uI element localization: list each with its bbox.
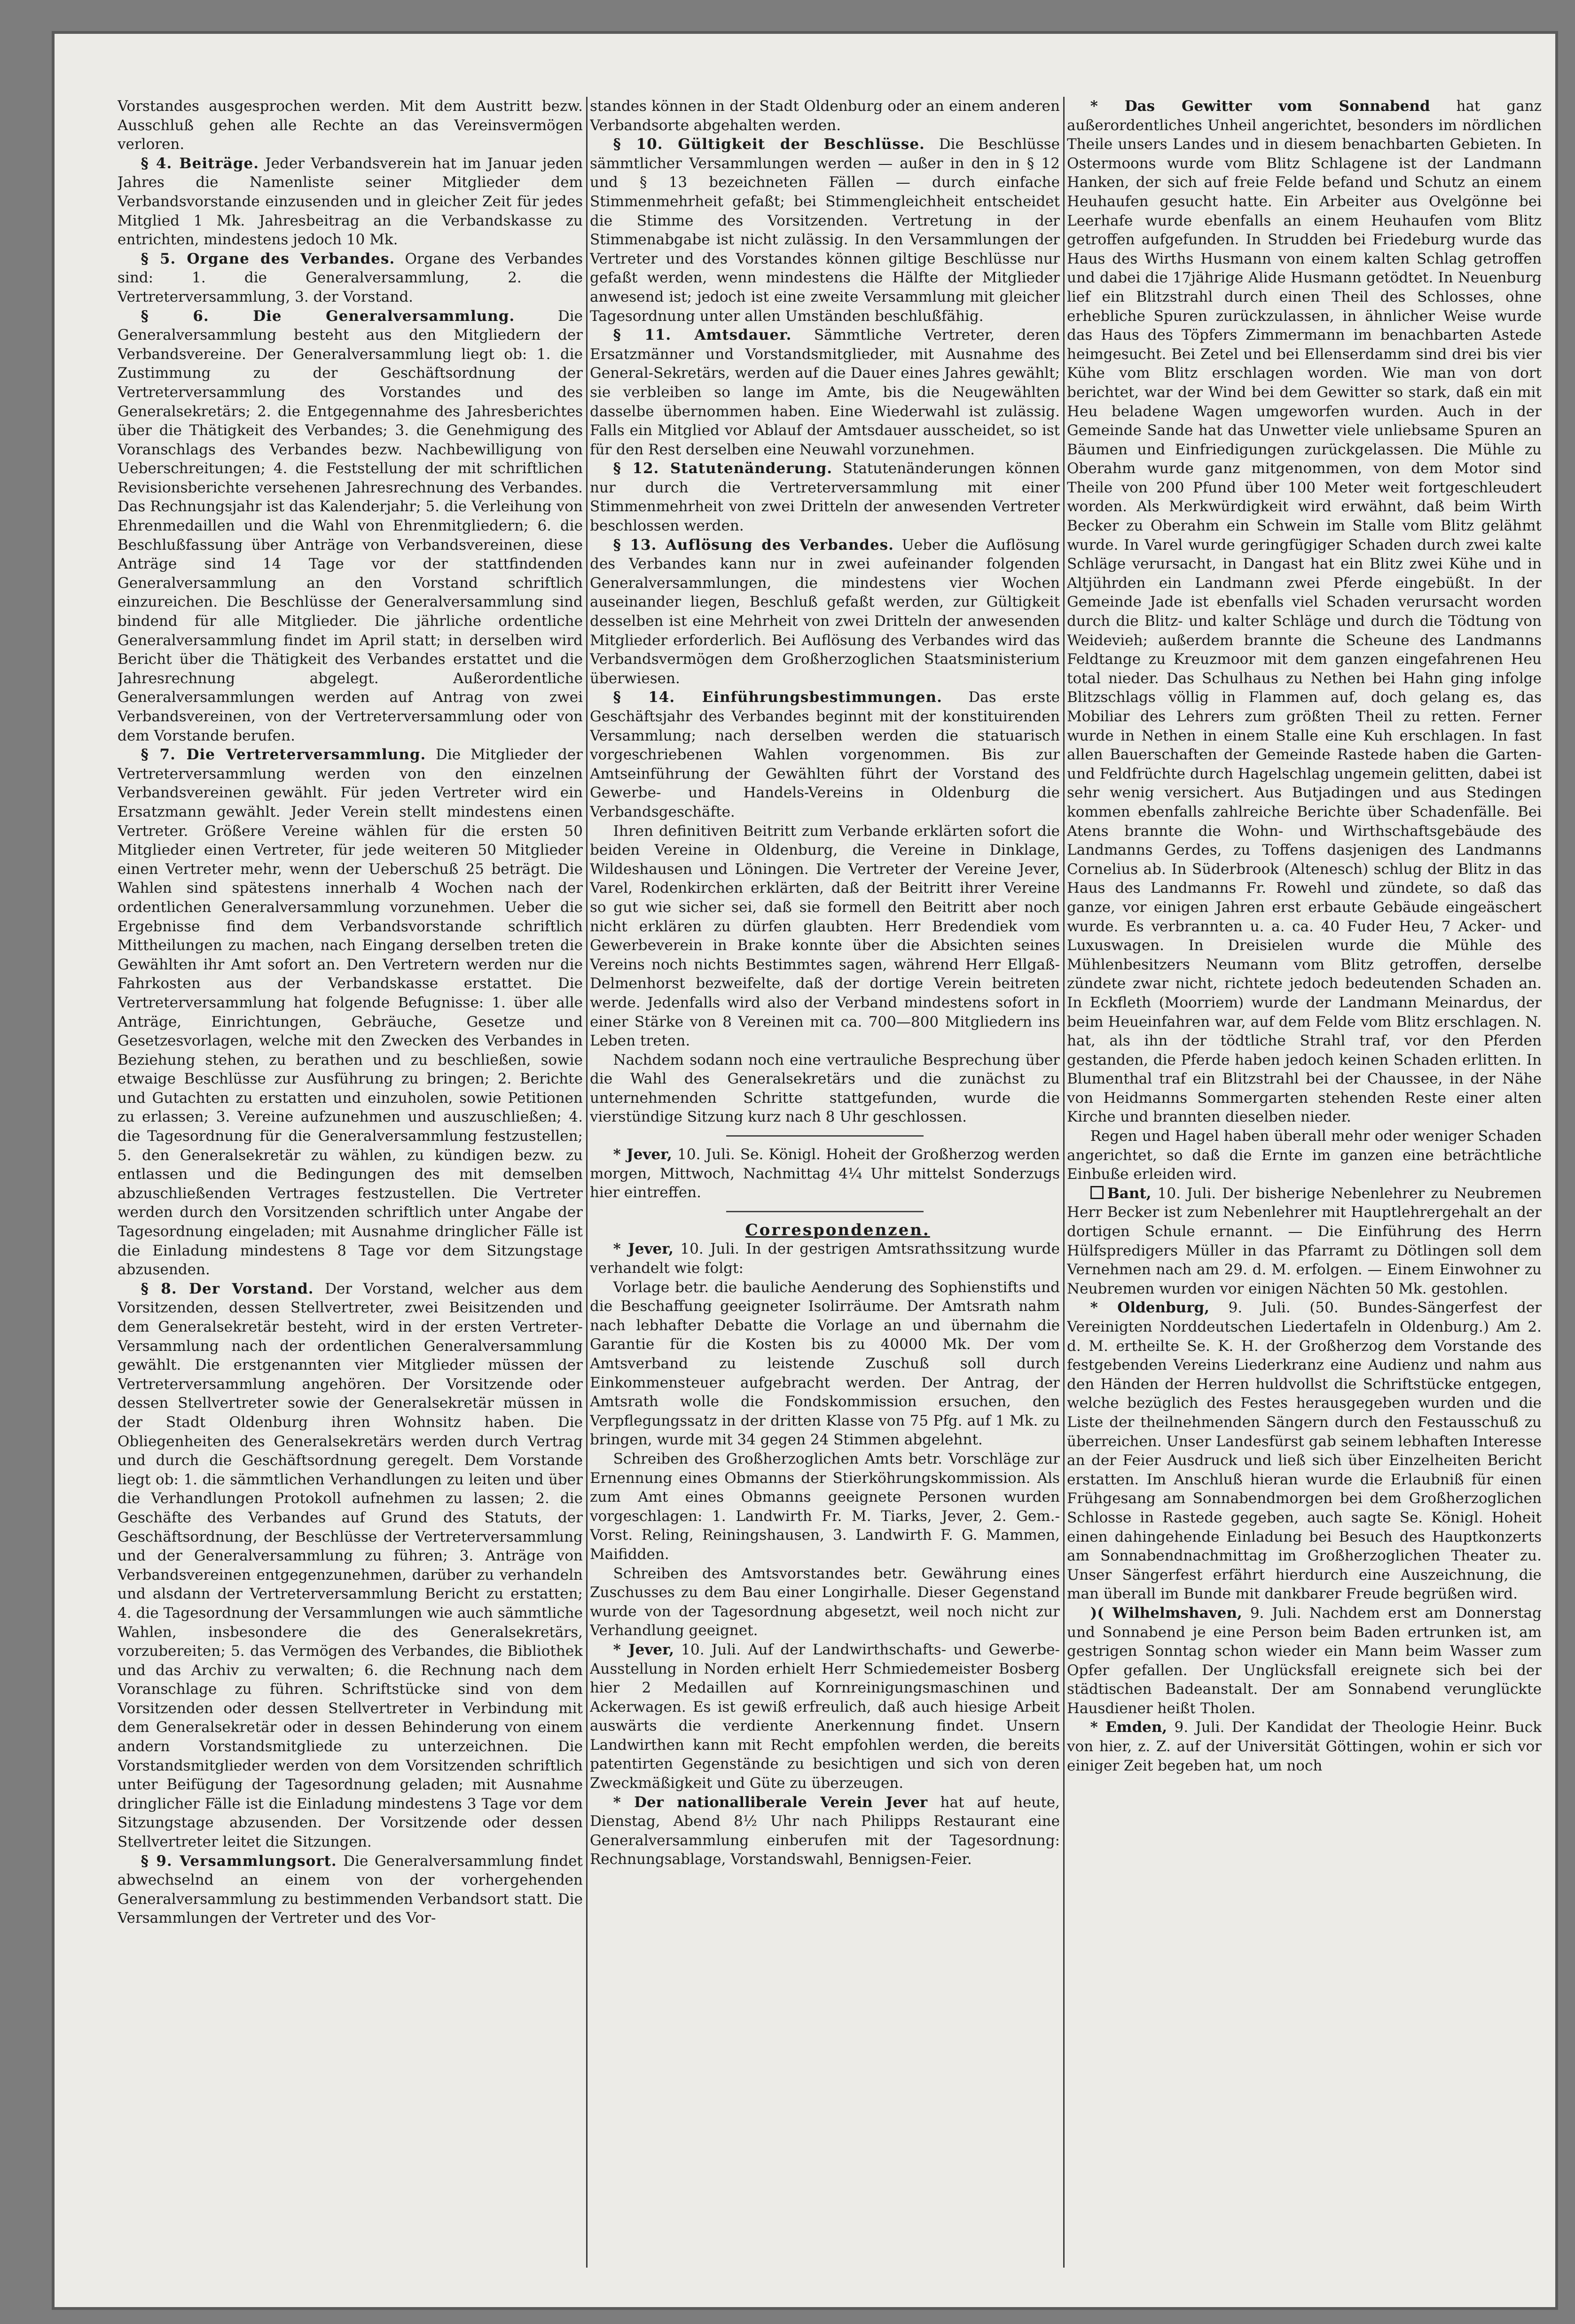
section-text: Ueber die Auflösung des Verbandes kann nur in zwei aufeinander folgenden Generalversammlungen, die mindestens vier Wochen auseinander liegen, Beschluß gefaßt werden, zur Gültigkeit desselben ist eine Mehrheit von zwei Dritteln der anwesenden Mitglieder erforderlich. Bei Auflösung des Verbandes wird das Verbandsvermögen dem Großherzoglichen Staatsministerium überwiesen.	[590, 536, 1060, 687]
section-text: Organe des Verbandes sind: 1. die Generalversammlung, 2. die Vertreterversammlung, 3. der Vorstand.	[118, 250, 583, 305]
statute-section-7	[118, 745, 583, 1279]
section-heading: § 9. Versammlungsort.	[141, 1852, 337, 1870]
news-text: hat ganz außerordentliches Unheil angerichtet, besonders im nördlichen Theile unsers Landes und in diesem benachbarten Gebieten. In Ostermoons wurde vom Blitz Schlagene ist der Landmann Hanken, der sich auf freie Felde befand und Schutz an einem Heuhaufen gesucht hatte. Ein Arbeiter aus Ovelgönne bei Leerhafe wurde ebenfalls an einem Heuhaufen vom Blitz getroffen aufgefunden. In Strudden bei Friedeburg wurde das Haus des Wirths Husmann von einem kalten Schlag getroffen und dabei die 17jährige Alide Husmann getödtet. In Neuenburg lief ein Blitzstrahl durch einen Theil des Schlosses, ohne erhebliche Spuren zurückzulassen, in ähnlicher Weise wurde das Haus des Töpfers Zimmermann im benachbarten Astede heimgesucht. Bei Zetel und bei Ellenserdamm sind drei bis vier Kühe vom Blitz erschlagen worden. Wie man von dort berichtet, war der Wind bei dem Gewitter so stark, daß ein mit Heu beladene Wagen umgeworfen wurden. Auch in der Gemeinde Sande hat das Unwetter viele unliebsame Spuren an Bäumen und Einfriedigungen zurückgelassen. Die Mühle zu Oberahm wurde ganz mitgenommen, von dem Motor sind Theile von 200 Pfund über 100 Meter weit fortgeschleudert worden. Als Merkwürdigkeit wird erwähnt, daß beim Wirth Becker zu Oberahm ein Schwein im Stalle vom Blitz gelähmt wurde. In Varel wurde geringfügiger Schaden durch zwei kalte Schläge verursacht, in Dangast hat ein Blitz zwei Kühe und in Altjührden ein Landmann zwei Pferde eingebüßt. In der Gemeinde Jade ist ebenfalls viel Schaden verursacht worden durch die Blitz- und kalter Schläge und durch die Tödtung von Weidevieh; außerdem brannte die Scheune des Landmanns Feldtange zu Kreuzmoor mit dem ganzen eingefahrenen Heu total nieder. Das Schulhaus zu Nethen bei Hahn ging infolge Blitzschlags völlig in Flammen auf, doch gelang es, das Mobiliar des Lehrers zum größten Theil zu retten. Ferner wurde in Nethen in einem Stalle eine Kuh erschlagen. In fast allen Bauerschaften der Gemeinde Rastede haben die Garten- und Feldfrüchte durch Hagelschlag ungemein gelitten, dabei ist sehr wenig versichert. Aus Butjadingen und aus Stedingen kommen ebenfalls zahlreiche Berichte über Schadenfälle. Bei Atens brannte die Wohn- und Wirthschaftsgebäude des Landmanns Gerdes, zu Toffens dasjenigen des Landmanns Cornelius ab. In Süderbrook (Altenesch) schlug der Blitz in das Haus des Landmanns Fr. Rowehl und zündete, so daß das ganze, vor einigen Jahren erst erbaute Gebäude eingeäschert wurde. Es verbrannten u. a. ca. 40 Fuder Heu, 7 Acker- und Luxuswagen. In Dreisielen wurde die Mühle des Mühlenbesitzers Neumann vom Blitz getroffen, derselbe zündete zwar nicht, richtete jedoch bedeutenden Schaden an. In Eckfleth (Moorriem) wurde der Landmann Meinardus, der beim Heueinfahren war, auf dem Felde vom Blitz erschlagen. N. hat, als ihn der tödtliche Strahl traf, vor den Pferden gestanden, die Pferde haben jedoch keinen Schaden erlitten. In Blumenthal traf ein Blitzstrahl bei der Chaussee, in der Nähe von Heidmanns Sommergarten stehenden Reste einer alten Kirche und brannten dieselben nieder.	[1067, 98, 1542, 1126]
news-text: hat auf heute, Dienstag, Abend 8½ Uhr nach Philipps Restaurant eine Generalversammlung einberufen mit der Tagesordnung: Rechnungsablage, Vorstandswahl, Bennigsen-Feier.	[590, 1794, 1060, 1868]
section-text: Sämmtliche Vertreter, deren Ersatzmänner und Vorstandsmitglieder, mit Ausnahme des General-Sekretärs, werden auf die Dauer eines Jahres gewählt; sie verbleiben so lange im Amte, bis die Neugewählten dasselbe übernommen haben. Eine Wiederwahl ist zulässig. Falls ein Mitglied vor Ablauf der Amtsdauer ausscheidet, so ist für den Rest derselben eine Neuwahl vorzunehmen.	[590, 327, 1060, 458]
section-rubric: Correspondenzen.	[745, 1220, 930, 1240]
paragraph: Schreiben des Amtsvorstandes betr. Gewährung eines Zuschusses zu dem Bau einer Longirhalle. Dieser Gegenstand wurde von der Tagesordnung abgesetzt, weil noch nicht zur Verhandlung geeignet.	[590, 1565, 1060, 1639]
section-heading: § 8. Der Vorstand.	[141, 1280, 314, 1297]
news-item-oldenburg	[1067, 1298, 1542, 1604]
section-heading: § 10. Gültigkeit der Beschlüsse.	[613, 136, 925, 153]
news-item-emden	[1067, 1718, 1542, 1775]
news-item-jever	[590, 1240, 1060, 1278]
news-text: 9. Juli. (50. Bundes-Sängerfest der Vereinigten Norddeutschen Liedertafeln in Oldenburg.) Am 2. d. M. ertheilte Se. K. H. der Großherzog dem Vorstande des festgebenden Vereins Liederkranz eine Audienz und nahm aus den Händen der Herren huldvollst die Schriftstücke entgegen, welche bezüglich des Festes herausgegeben wurden und die Liste der theilnehmenden Sängern durch den Festausschuß zu überreichen. Unser Landesfürst gab seinem lebhaften Interesse an der Feier Ausdruck und ließ sich über Einzelheiten Bericht erstatten. Im Anschluß hieran wurde die Erlaubniß für einen Frühgesang am Sonnabendmorgen bei dem Großherzoglichen Schlosse in Rastede gegeben, auch sagte Se. Königl. Hoheit einen dahingehende Einladung bei Besuch des Hauptkonzerts am Sonnabendnachmittag im Großherzoglichen Theater zu. Unser Sängerfest erfährt hierdurch eine Auszeichnung, die man überall im Bunde mit dankbarer Freude begrüßen wird.	[1067, 1299, 1542, 1603]
dateline: * Emden,	[1090, 1719, 1168, 1736]
news-text: 9. Juli. Nachdem erst am Donnerstag und Sonnabend je eine Person beim Baden ertrunken ist, am gestrigen Sonntag schon wieder ein Mann beim Wasser zum Opfer gefallen. Der Unglücksfall ereignete sich bei der städtischen Badeanstalt. Der am Sonnabend verunglückte Hausdiener heißt Tholen.	[1067, 1604, 1542, 1717]
statute-section-4	[118, 154, 583, 250]
statute-section-13	[590, 536, 1060, 688]
dateline: * Jever,	[613, 1146, 672, 1163]
news-text: 10. Juli. Se. Königl. Hoheit der Großherzog werden morgen, Mittwoch, Nachmittag 4¼ Uhr mittelst Sonderzugs hier eintreffen.	[590, 1146, 1060, 1201]
dateline: * Das Gewitter vom Sonnabend	[1090, 98, 1430, 115]
paragraph: Ihren definitiven Beitritt zum Verbande erklärten sofort die beiden Vereine in Oldenburg, die Vereine in Dinklage, Wildeshausen und Löningen. Die Vertreter der Vereine Jever, Varel, Rodenkirchen erklärten, daß der Beitritt ihrer Vereine so gut wie sicher sei, daß sie formell den Beitritt aber noch nicht erklären zu dürfen glaubten. Herr Bredendiek vom Gewerbeverein in Brake konnte über die Absichten seines Vereins noch nichts Bestimmtes sagen, während Herr Ellgaß-Delmenhorst bezweifelte, daß der dortige Verein beitreten werde. Jedenfalls wird also der Verband mindestens sofort in einer Stärke von 8 Vereinen mit ca. 700—800 Mitgliedern ins Leben treten.	[590, 822, 1060, 1050]
section-heading: § 12. Statutenänderung.	[613, 460, 833, 477]
column-3	[1067, 97, 1542, 2277]
statute-section-9	[118, 1852, 583, 1928]
section-heading: § 13. Auflösung des Verbandes.	[613, 536, 894, 554]
column-rule	[586, 97, 588, 2268]
column-1	[118, 97, 583, 2277]
section-heading: § 11. Amtsdauer.	[613, 327, 792, 344]
news-item-national-liberal	[590, 1793, 1060, 1869]
statute-section-8	[118, 1279, 583, 1852]
news-text: 10. Juli. In der gestrigen Amtsrathssitzung wurde verhandelt wie folgt:	[590, 1240, 1060, 1277]
section-text: Die Generalversammlung findet abwechselnd an einem von der vorhergehenden Generalversammlung zu bestimmenden Verbandsort statt. Die Versammlungen der Vertreter und des Vor-	[118, 1852, 583, 1927]
dateline: Bant,	[1107, 1185, 1152, 1202]
paragraph: Schreiben des Großherzoglichen Amts betr. Vorschläge zur Ernennung eines Obmanns der Stierköhrungskommission. Als zum Amt eines Obmanns geeignete Personen wurden vorgeschlagen: 1. Landwirth Fr. M. Tiarks, Jever, 2. Gem.-Vorst. Reling, Reiningshausen, 3. Landwirth F. G. Mammen, Maifidden.	[590, 1450, 1060, 1563]
statute-section-10	[590, 135, 1060, 326]
statute-section-12	[590, 459, 1060, 535]
divider	[726, 1211, 924, 1212]
dateline: * Der nationalliberale Verein Jever	[613, 1794, 928, 1811]
section-heading: § 6. Die Generalversammlung.	[141, 307, 515, 325]
section-heading: § 7. Die Vertreterversammlung.	[141, 746, 426, 764]
dateline: * Jever,	[613, 1641, 674, 1658]
news-item-bant	[1067, 1184, 1542, 1299]
section-heading: § 4. Beiträge.	[141, 155, 259, 172]
paragraph: Nachdem sodann noch eine vertrauliche Besprechung über die Wahl des Generalsekretärs und die zunächst zu unternehmenden Schritte stattgefunden, wurde die vierstündige Sitzung kurz nach 8 Uhr geschlossen.	[590, 1051, 1060, 1126]
news-text: 10. Juli. Der bisherige Nebenlehrer zu Neubremen Herr Becker ist zum Nebenlehrer mit Hauptlehrergehalt an der dortigen Schule ernannt. — Die Einführung des Herrn Hülfspredigers Müller in das Pfarramt zu Dötlingen soll dem Vernehmen nach am 29. d. M. erfolgen. — Einem Einwohner zu Neubremen wurden vor einigen Nächten 50 Mk. gestohlen.	[1067, 1185, 1542, 1297]
news-item-jever	[590, 1640, 1060, 1793]
section-text: Jeder Verbandsverein hat im Januar jeden Jahres die Namenliste seiner Mitglieder dem Verbandsvorstande einzusenden und in gleicher Zeit für jedes Mitglied 1 Mk. Jahresbeitrag an die Verbandskasse zu entrichten, mindestens jedoch 10 Mk.	[118, 155, 583, 249]
paragraph: Regen und Hagel haben überall mehr oder weniger Schaden angerichtet, so daß die Ernte im ganzen eine beträchtliche Einbuße erleiden wird.	[1067, 1128, 1542, 1183]
paragraph: Vorstandes ausgesprochen werden. Mit dem Austritt bezw. Ausschluß gehen alle Rechte an das Vereinsvermögen verloren.	[118, 98, 583, 153]
column-rule	[1063, 97, 1065, 2268]
newspaper-page	[52, 31, 1558, 2310]
paragraph: Vorlage betr. die bauliche Aenderung des Sophienstifts und die Beschaffung geeigneter Isolirräume. Der Amtsrath nahm nach lebhafter Debatte die Vorlage an und übernahm die Garantie für die Kosten bis zu 40000 Mk. Der vom Amtsverband zu leistende Zuschuß soll durch Einkommensteuer aufgebracht werden. Der Antrag, der Amtsrath wolle die Fondskommission ersuchen, den Verpflegungssatz in der dritten Klasse von 75 Pfg. auf 1 Mk. zu bringen, wurde mit 34 gegen 24 Stimmen abgelehnt.	[590, 1279, 1060, 1449]
statute-section-6	[118, 307, 583, 746]
section-heading: § 5. Organe des Verbandes.	[141, 250, 395, 267]
news-item-thunderstorm	[1067, 97, 1542, 1127]
column-2	[590, 97, 1060, 2277]
section-text: Die Generalversammlung besteht aus den Mitgliedern der Verbandsvereine. Der Generalversammlung liegt ob: 1. die Zustimmung zu der Geschäftsordnung der Vertreterversammlung des Vorstandes und des Generalsekretärs; 2. die Entgegennahme des Jahresberichtes über die Thätigkeit des Verbandes; 3. die Genehmigung des Voranschlags des Verbandes bezw. Nachbewilligung von Ueberschreitungen; 4. die Feststellung der mit schriftlichen Revisionsberichte versehenen Jahresrechnung des Verbandes. Das Rechnungsjahr ist das Kalenderjahr; 5. die Verleihung von Ehrenmedaillen und die Wahl von Ehrenmitgliedern; 6. die Beschlußfassung über Anträge von Verbandsvereinen, diese Anträge sind 14 Tage vor der stattfindenden Generalversammlung an den Vorstand schriftlich einzureichen. Die Beschlüsse der Generalversammlung sind bindend für alle Mitglieder. Die jährliche ordentliche Generalversammlung findet im April statt; in derselben wird Bericht über die Thätigkeit des Verbandes erstattet und die Jahresrechnung abgelegt. Außerordentliche Generalversammlungen werden auf Antrag von zwei Verbandsvereinen, von der Vertreterversammlung oder von dem Vorstande berufen.	[118, 307, 583, 744]
dateline: * Jever,	[613, 1240, 674, 1258]
statute-section-14	[590, 688, 1060, 821]
section-text: Das erste Geschäftsjahr des Verbandes beginnt mit der konstituirenden Versammlung; nach derselben werden die statuarisch vorgeschriebenen Wahlen vorgenommen. Bis zur Amtseinführung der Gewählten führt der Vorstand des Gewerbe- und Handels-Vereins in Oldenburg die Verbandsgeschäfte.	[590, 689, 1060, 820]
section-text: Statutenänderungen können nur durch die Vertreterversammlung mit einer Stimmenmehrheit von zwei Dritteln der anwesenden Vertreter beschlossen werden.	[590, 460, 1060, 535]
news-item-jever	[590, 1145, 1060, 1202]
section-heading: § 14. Einführungsbestimmungen.	[613, 689, 942, 706]
box-marker-icon	[1090, 1186, 1104, 1199]
section-text: Der Vorstand, welcher aus dem Vorsitzenden, dessen Stellvertreter, zwei Beisitzenden und dem Generalsekretär besteht, wird in der ersten Vertreter-Versammlung nach der ordentlichen Generalversammlung gewählt. Die erstgenannten vier Mitglieder müssen der Vertreterversammlung angehören. Der Vorsitzende oder dessen Stellvertreter sowie der Generalsekretär müssen in der Stadt Oldenburg ihren Wohnsitz haben. Die Obliegenheiten des Generalsekretärs werden durch Vertrag und durch die Geschäftsordnung geregelt. Dem Vorstande liegt ob: 1. die sämmtlichen Verhandlungen zu leiten und über die Verhandlungen Protokoll aufnehmen zu lassen; 2. die Geschäfte des Verbandes auf Grund des Statuts, der Geschäftsordnung, der Beschlüsse der Vertreterversammlung und der Generalversammlung zu führen; 3. Anträge von Verbandsvereinen entgegenzunehmen, darüber zu verhandeln und alsdann der Vertreterversammlung Bericht zu erstatten; 4. die Tagesordnung der Versammlungen wie auch sämmtliche Wahlen, insbesondere die des Generalsekretärs, vorzubereiten; 5. das Vermögen des Verbandes, die Bibliothek und das Archiv zu verwalten; 6. die Rechnung nach dem Voranschlage zu führen. Schriftstücke sind von dem Vorsitzenden oder dessen Stellvertreter in Verbindung mit dem Generalsekretär oder in dessen Behinderung von einem andern Vorstandsmitgliede zu unterzeichnen. Die Vorstandsmitglieder werden von dem Vorsitzenden schriftlich unter Beifügung der Tagesordnung geladen; mit Ausnahme dringlicher Fälle ist die Einladung mindestens 3 Tage vor dem Sitzungstage abzusenden. Der Vorsitzende oder dessen Stellvertreter leitet die Sitzungen.	[118, 1280, 583, 1851]
dateline: * Oldenburg,	[1090, 1299, 1210, 1317]
statute-section-5	[118, 250, 583, 307]
dateline: )( Wilhelmshaven,	[1090, 1604, 1242, 1622]
paragraph: standes können in der Stadt Oldenburg oder an einem anderen Verbandsorte abgehalten werden.	[590, 98, 1060, 134]
section-text: Die Mitglieder der Vertreterversammlung werden von den einzelnen Verbandsvereinen gewählt. Für jeden Vertreter wird ein Ersatzmann gewählt. Jeder Verein stellt mindestens einen Vertreter. Größere Vereine wählen für die ersten 50 Mitglieder einen Vertreter, für jede weiteren 50 Mitglieder einen Vertreter mehr, wenn der Ueberschuß 25 beträgt. Die Wahlen sind spätestens innerhalb 4 Wochen nach der ordentlichen Generalversammlung vorzunehmen. Ueber die Ergebnisse find dem Verbandsvorstande schriftlich Mittheilungen zu machen, nach Eingang derselben treten die Gewählten ihr Amt sofort an. Den Vertretern werden nur die Fahrkosten aus der Verbandskasse erstattet. Die Vertreterversammlung hat folgende Befugnisse: 1. über alle Anträge, Einrichtungen, Gebräuche, Gesetze und Gesetzesvorlagen, welche mit den Zwecken des Verbandes in Beziehung stehen, zu berathen und zu beschließen, sowie etwaige Beschlüsse zur Ausführung zu bringen; 2. Berichte und Gutachten zu erstatten und einzuholen, sowie Petitionen zu erlassen; 3. Vereine aufzunehmen und auszuschließen; 4. die Tagesordnung für die Generalversammlung festzustellen; 5. den Generalsekretär zu wählen, zu kündigen bezw. zu entlassen und die Bedingungen des mit demselben abzuschließenden Vertrages festzustellen. Die Vertreter werden durch den Vorsitzenden schriftlich unter Angabe der Tagesordnung eingeladen; mit Ausnahme dringlicher Fälle ist die Einladung mindestens 8 Tage vor dem Sitzungstage abzusenden.	[118, 746, 583, 1279]
section-text: Die Beschlüsse sämmtlicher Versammlungen werden — außer in den in § 12 und § 13 bezeichneten Fällen — durch einfache Stimmenmehrheit gefaßt; bei Stimmengleichheit entscheidet die Stimme des Vorsitzenden. Vertretung in der Stimmenabgabe ist nicht zulässig. In den Versammlungen der Vertreter und des Vorstandes können giltige Beschlüsse nur gefaßt werden, wenn mindestens die Hälfte der Mitglieder anwesend ist; jedoch ist eine zweite Versammlung mit gleicher Tagesordnung unter allen Umständen beschlußfähig.	[590, 136, 1060, 325]
statute-section-11	[590, 326, 1060, 459]
divider	[726, 1135, 924, 1137]
news-text: 10. Juli. Auf der Landwirthschafts- und Gewerbe-Ausstellung in Norden erhielt Herr Schmiedemeister Bosberg hier 2 Medaillen auf Kornreinigungsmaschinen und Ackerwagen. Es ist gewiß erfreulich, daß auch hiesige Arbeit auswärts die verdiente Anerkennung findet. Unsern Landwirthen kann mit Recht empfohlen werden, die bereits patentirten Gegenstände zu besichtigen und sich von deren Zweckmäßigkeit und Güte zu überzeugen.	[590, 1641, 1060, 1792]
news-text: 9. Juli. Der Kandidat der Theologie Heinr. Buck von hier, z. Z. auf der Universität Göttingen, wohin er sich vor einiger Zeit begeben hat, um noch	[1067, 1719, 1542, 1774]
news-item-wilhelmshaven	[1067, 1604, 1542, 1718]
